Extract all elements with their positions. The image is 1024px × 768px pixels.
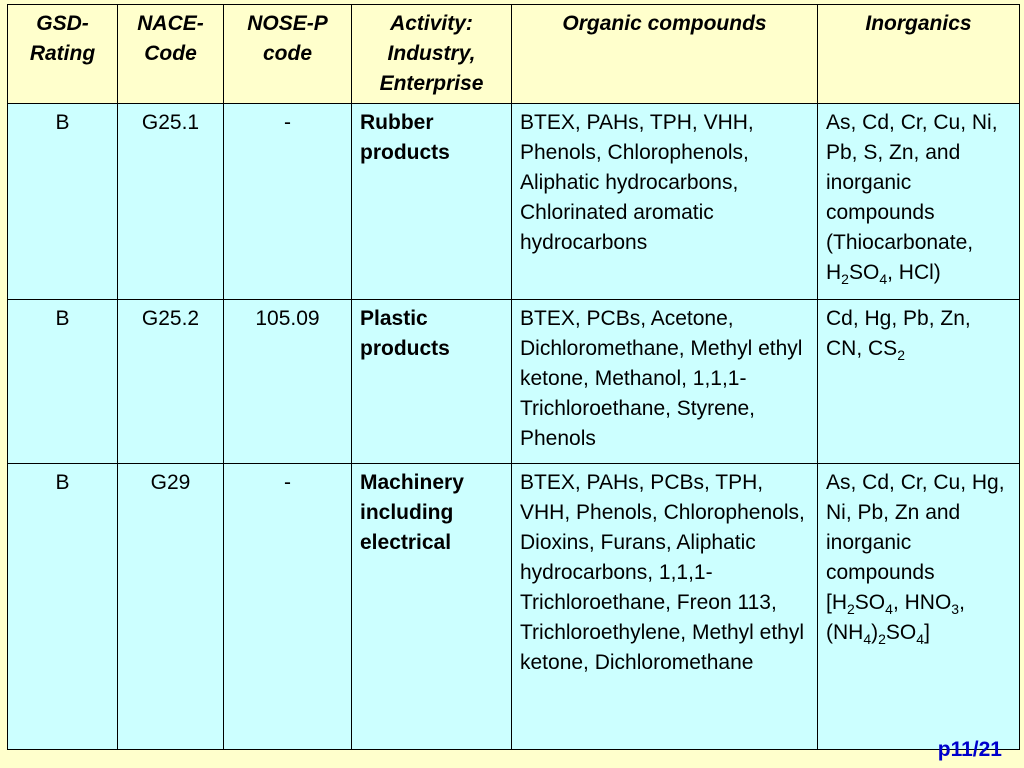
cell-nose-p-code: 105.09 (224, 300, 352, 464)
table-row (8, 300, 1020, 464)
cell-activity: Machinery including electrical (352, 464, 512, 750)
cell-gsd-rating: B (8, 464, 118, 750)
cell-organic-compounds: BTEX, PCBs, Acetone, Dichloromethane, Methyl ethyl ketone, Methanol, 1,1,1-Trichloroethane, Styrene, Phenols (512, 300, 818, 464)
cell-nace-code: G29 (118, 464, 224, 750)
cell-organic-compounds: BTEX, PAHs, TPH, VHH, Phenols, Chlorophenols, Aliphatic hydrocarbons, Chlorinated aromatic hydrocarbons (512, 104, 818, 300)
table-row (8, 104, 1020, 300)
cell-activity: Plastic products (352, 300, 512, 464)
table-header-row (8, 5, 1020, 104)
header-organic-compounds: Organic compounds (512, 5, 818, 104)
header-nose-p-code: NOSE-P code (224, 5, 352, 104)
page-number: p11/21 (937, 738, 1002, 761)
cell-inorganics: As, Cd, Cr, Cu, Hg, Ni, Pb, Zn and inorganic compounds [$H_2SO_4$, $HNO_3$, $(NH_4)_2SO_4$] (818, 464, 1020, 750)
cell-nace-code: G25.1 (118, 104, 224, 300)
cell-gsd-rating: B (8, 104, 118, 300)
header-inorganics: Inorganics (818, 5, 1020, 104)
contamination-table (7, 4, 1020, 750)
cell-inorganics: As, Cd, Cr, Cu, Ni, Pb, S, Zn, and inorganic compounds (Thiocarbonate, $H_2SO_4$, HCl) (818, 104, 1020, 300)
cell-nose-p-code: - (224, 464, 352, 750)
cell-organic-compounds: BTEX, PAHs, PCBs, TPH, VHH, Phenols, Chlorophenols, Dioxins, Furans, Aliphatic hydrocarbons, 1,1,1-Trichloroethane, Freon 113, Trichloroethylene, Methyl ethyl ketone, Dichloromethane (512, 464, 818, 750)
cell-inorganics: Cd, Hg, Pb, Zn, CN, $CS_2$ (818, 300, 1020, 464)
table-row (8, 464, 1020, 750)
cell-gsd-rating: B (8, 300, 118, 464)
cell-activity: Rubber products (352, 104, 512, 300)
header-nace-code: NACE-Code (118, 5, 224, 104)
cell-nose-p-code: - (224, 104, 352, 300)
cell-nace-code: G25.2 (118, 300, 224, 464)
header-activity: Activity: Industry, Enterprise (352, 5, 512, 104)
header-gsd-rating: GSD-Rating (8, 5, 118, 104)
